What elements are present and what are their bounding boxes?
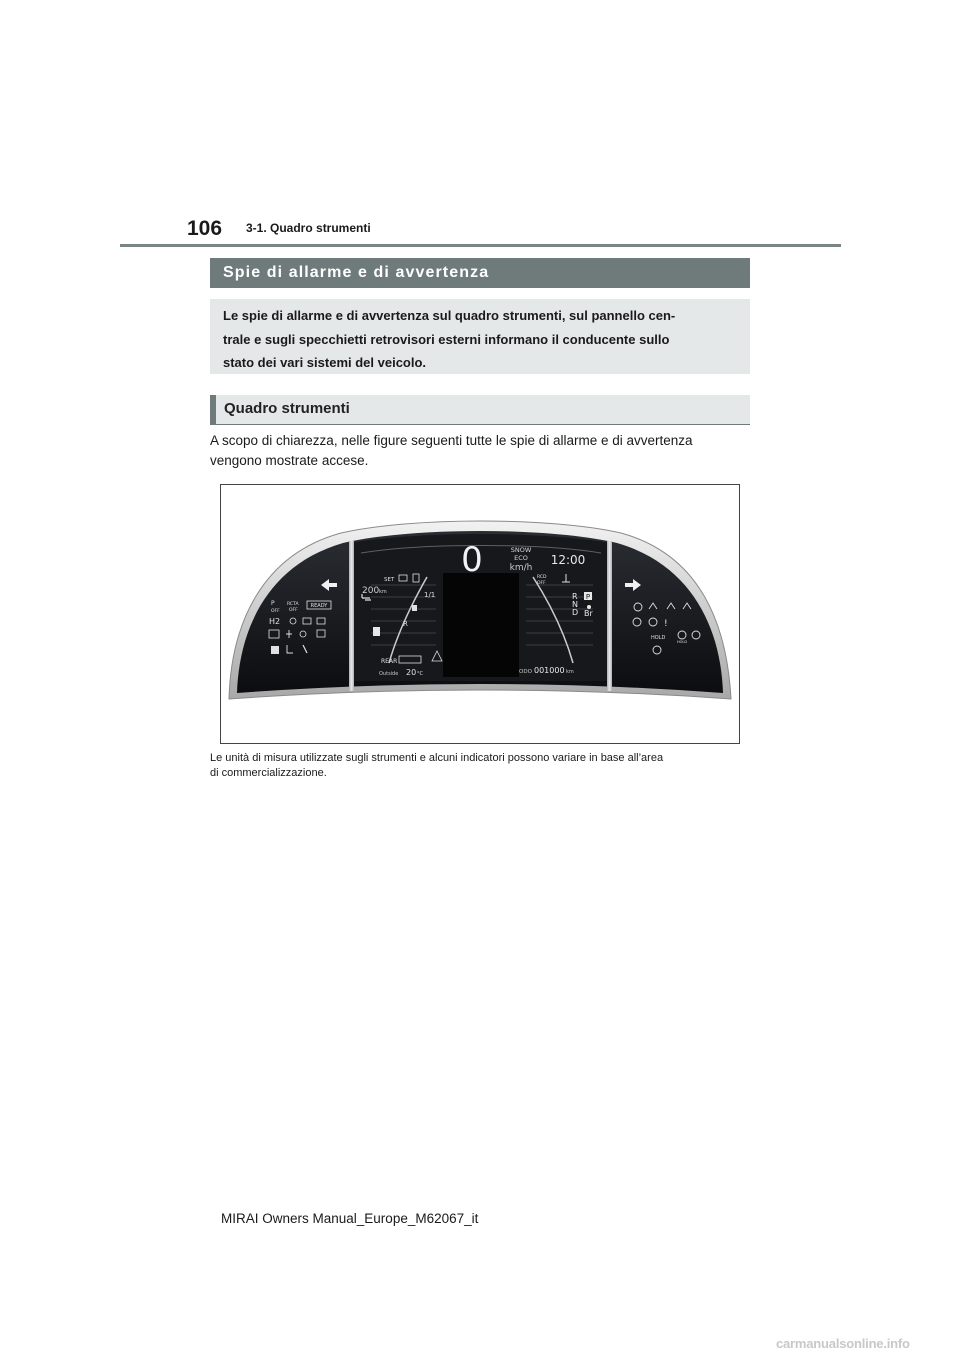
section-title: 3-1. Quadro strumenti (246, 221, 371, 235)
intro-line: trale e sugli specchietti retrovisori esterni informano il conducente sullo (223, 331, 670, 347)
rcta-off-label: OFF (289, 608, 298, 613)
rcd-label: RCD (537, 575, 547, 580)
gear-d: D (572, 608, 579, 617)
outside-label: Outside (379, 671, 399, 677)
page-number: 106 (187, 217, 223, 240)
fuel-marker: R (403, 620, 408, 628)
figure-note (210, 751, 755, 781)
fuel-pump-icon (373, 627, 380, 636)
header-rule (120, 244, 841, 247)
instrument-cluster-figure (220, 484, 740, 744)
odo-label: ODO (519, 669, 532, 675)
body-text (210, 431, 750, 471)
main-heading: Spie di allarme e di avvertenza (210, 258, 750, 288)
body-line: vengono mostrate accese. (210, 453, 369, 468)
h2-label: H2 (269, 617, 281, 626)
watermark: carmanualsonline.info (776, 1336, 910, 1351)
subheading-rule (210, 424, 750, 425)
body-line: A scopo di chiarezza, nelle figure seguenti tutte le spie di allarme e di avvertenza (210, 433, 693, 448)
hold-label: HOLD (651, 635, 666, 641)
range-value: 200 (362, 586, 380, 596)
mode-snow: SNOW (510, 546, 532, 554)
gear-br: Br (584, 609, 593, 618)
outside-temp: 20 (406, 668, 417, 677)
p-label: P (271, 600, 275, 607)
intro-line: Le spie di allarme e di avvertenza sul quadro strumenti, sul pannello cen- (223, 308, 676, 323)
center-screen (443, 573, 519, 677)
master-warning-icon: ! (664, 619, 668, 629)
note-line: di commercializzazione. (210, 767, 327, 779)
ready-label: READY (310, 603, 328, 609)
fuel-fraction: 1/1 (424, 591, 436, 599)
page-footer: MIRAI Owners Manual_Europe_M62067_it (221, 1211, 479, 1226)
speed-value: 0 (461, 540, 483, 580)
gear-p: P (585, 593, 591, 601)
rcd-off-label: OFF (537, 581, 546, 586)
note-line: Le unità di misura utilizzate sugli strumenti e alcuni indicatori possono variare in base all’area (210, 752, 664, 764)
temp-unit: °C (417, 671, 423, 677)
rcta-label: RCTA (287, 602, 299, 607)
speed-unit: km/h (509, 563, 533, 573)
range-unit: km (379, 589, 387, 595)
odo-value: 001000 (534, 666, 565, 675)
door-icon (271, 646, 279, 654)
mode-eco: ECO (514, 554, 528, 562)
left-separator (349, 541, 354, 691)
instrument-cluster-illustration (221, 485, 739, 743)
clock: 12:00 (550, 553, 586, 567)
odo-unit: km (566, 669, 574, 675)
right-separator (607, 541, 612, 691)
gear-r: R (572, 592, 578, 601)
gear-n: N (572, 600, 578, 609)
subheading: Quadro strumenti (210, 395, 750, 424)
brake-off-label: OFF (271, 609, 280, 614)
hold-small-label: HOLD (677, 640, 688, 644)
rear-label: REAR (381, 658, 398, 665)
intro-box (210, 299, 750, 374)
fuel-small-icon (412, 605, 417, 611)
intro-line: stato dei vari sistemi del veicolo. (223, 355, 427, 370)
set-label: SET (384, 577, 395, 583)
